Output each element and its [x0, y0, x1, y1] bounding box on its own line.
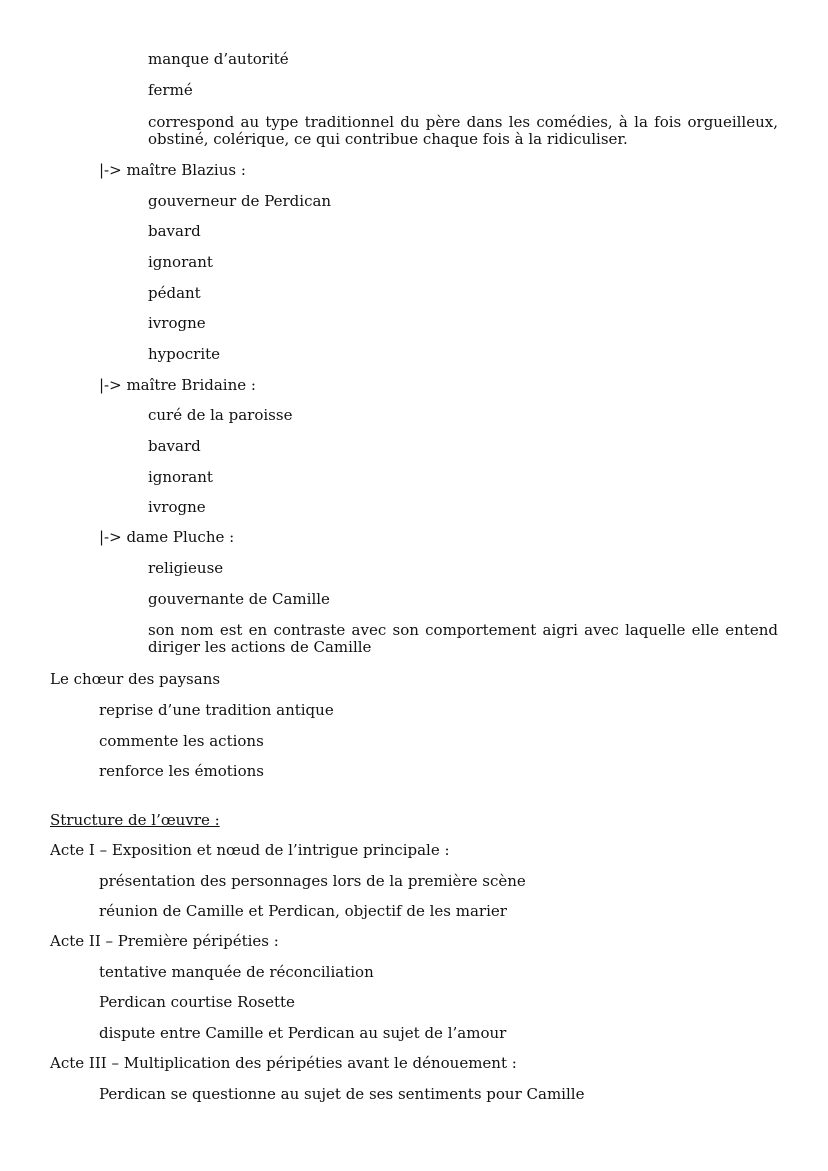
list-item: pédant: [148, 284, 201, 302]
list-item: présentation des personnages lors de la première scène: [99, 872, 526, 890]
character-heading: |-> maître Blazius :: [99, 161, 246, 179]
act-title: Acte II – Première péripéties :: [50, 932, 279, 950]
list-item: Perdican courtise Rosette: [99, 993, 295, 1011]
list-item: dispute entre Camille et Perdican au sujet de l’amour: [99, 1024, 507, 1042]
list-item: manque d’autorité: [148, 50, 289, 68]
list-item: curé de la paroisse: [148, 406, 293, 424]
list-item: son nom est en contraste avec son comportement aigri avec laquelle elle entend diriger les actions de Camille: [148, 621, 778, 656]
list-item: renforce les émotions: [99, 762, 264, 780]
list-item: religieuse: [148, 559, 224, 577]
list-item: ivrogne: [148, 314, 206, 332]
list-item: ignorant: [148, 468, 213, 486]
list-item: reprise d’une tradition antique: [99, 701, 334, 719]
list-item: Perdican se questionne au sujet de ses sentiments pour Camille: [99, 1085, 585, 1103]
list-item: hypocrite: [148, 345, 221, 363]
list-item: commente les actions: [99, 732, 264, 750]
list-item: gouverneur de Perdican: [148, 192, 332, 210]
list-item: bavard: [148, 222, 201, 240]
character-heading: |-> dame Pluche :: [99, 528, 235, 546]
act-title: Acte III – Multiplication des péripéties avant le dénouement :: [50, 1054, 517, 1072]
list-item: fermé: [148, 81, 193, 99]
section-heading: Le chœur des paysans: [50, 670, 221, 688]
list-item: bavard: [148, 437, 201, 455]
list-item: ivrogne: [148, 498, 206, 516]
structure-heading: Structure de l’œuvre :: [50, 811, 220, 829]
character-heading: |-> maître Bridaine :: [99, 376, 256, 394]
list-item: gouvernante de Camille: [148, 590, 330, 608]
act-title: Acte I – Exposition et nœud de l’intrigue principale :: [50, 841, 450, 859]
list-item: ignorant: [148, 253, 213, 271]
list-item: correspond au type traditionnel du père dans les comédies, à la fois orgueilleux, obstiné, colérique, ce qui contribue chaque fois à la ridiculiser.: [148, 113, 778, 148]
list-item: réunion de Camille et Perdican, objectif de les marier: [99, 902, 507, 920]
list-item: tentative manquée de réconciliation: [99, 963, 374, 981]
